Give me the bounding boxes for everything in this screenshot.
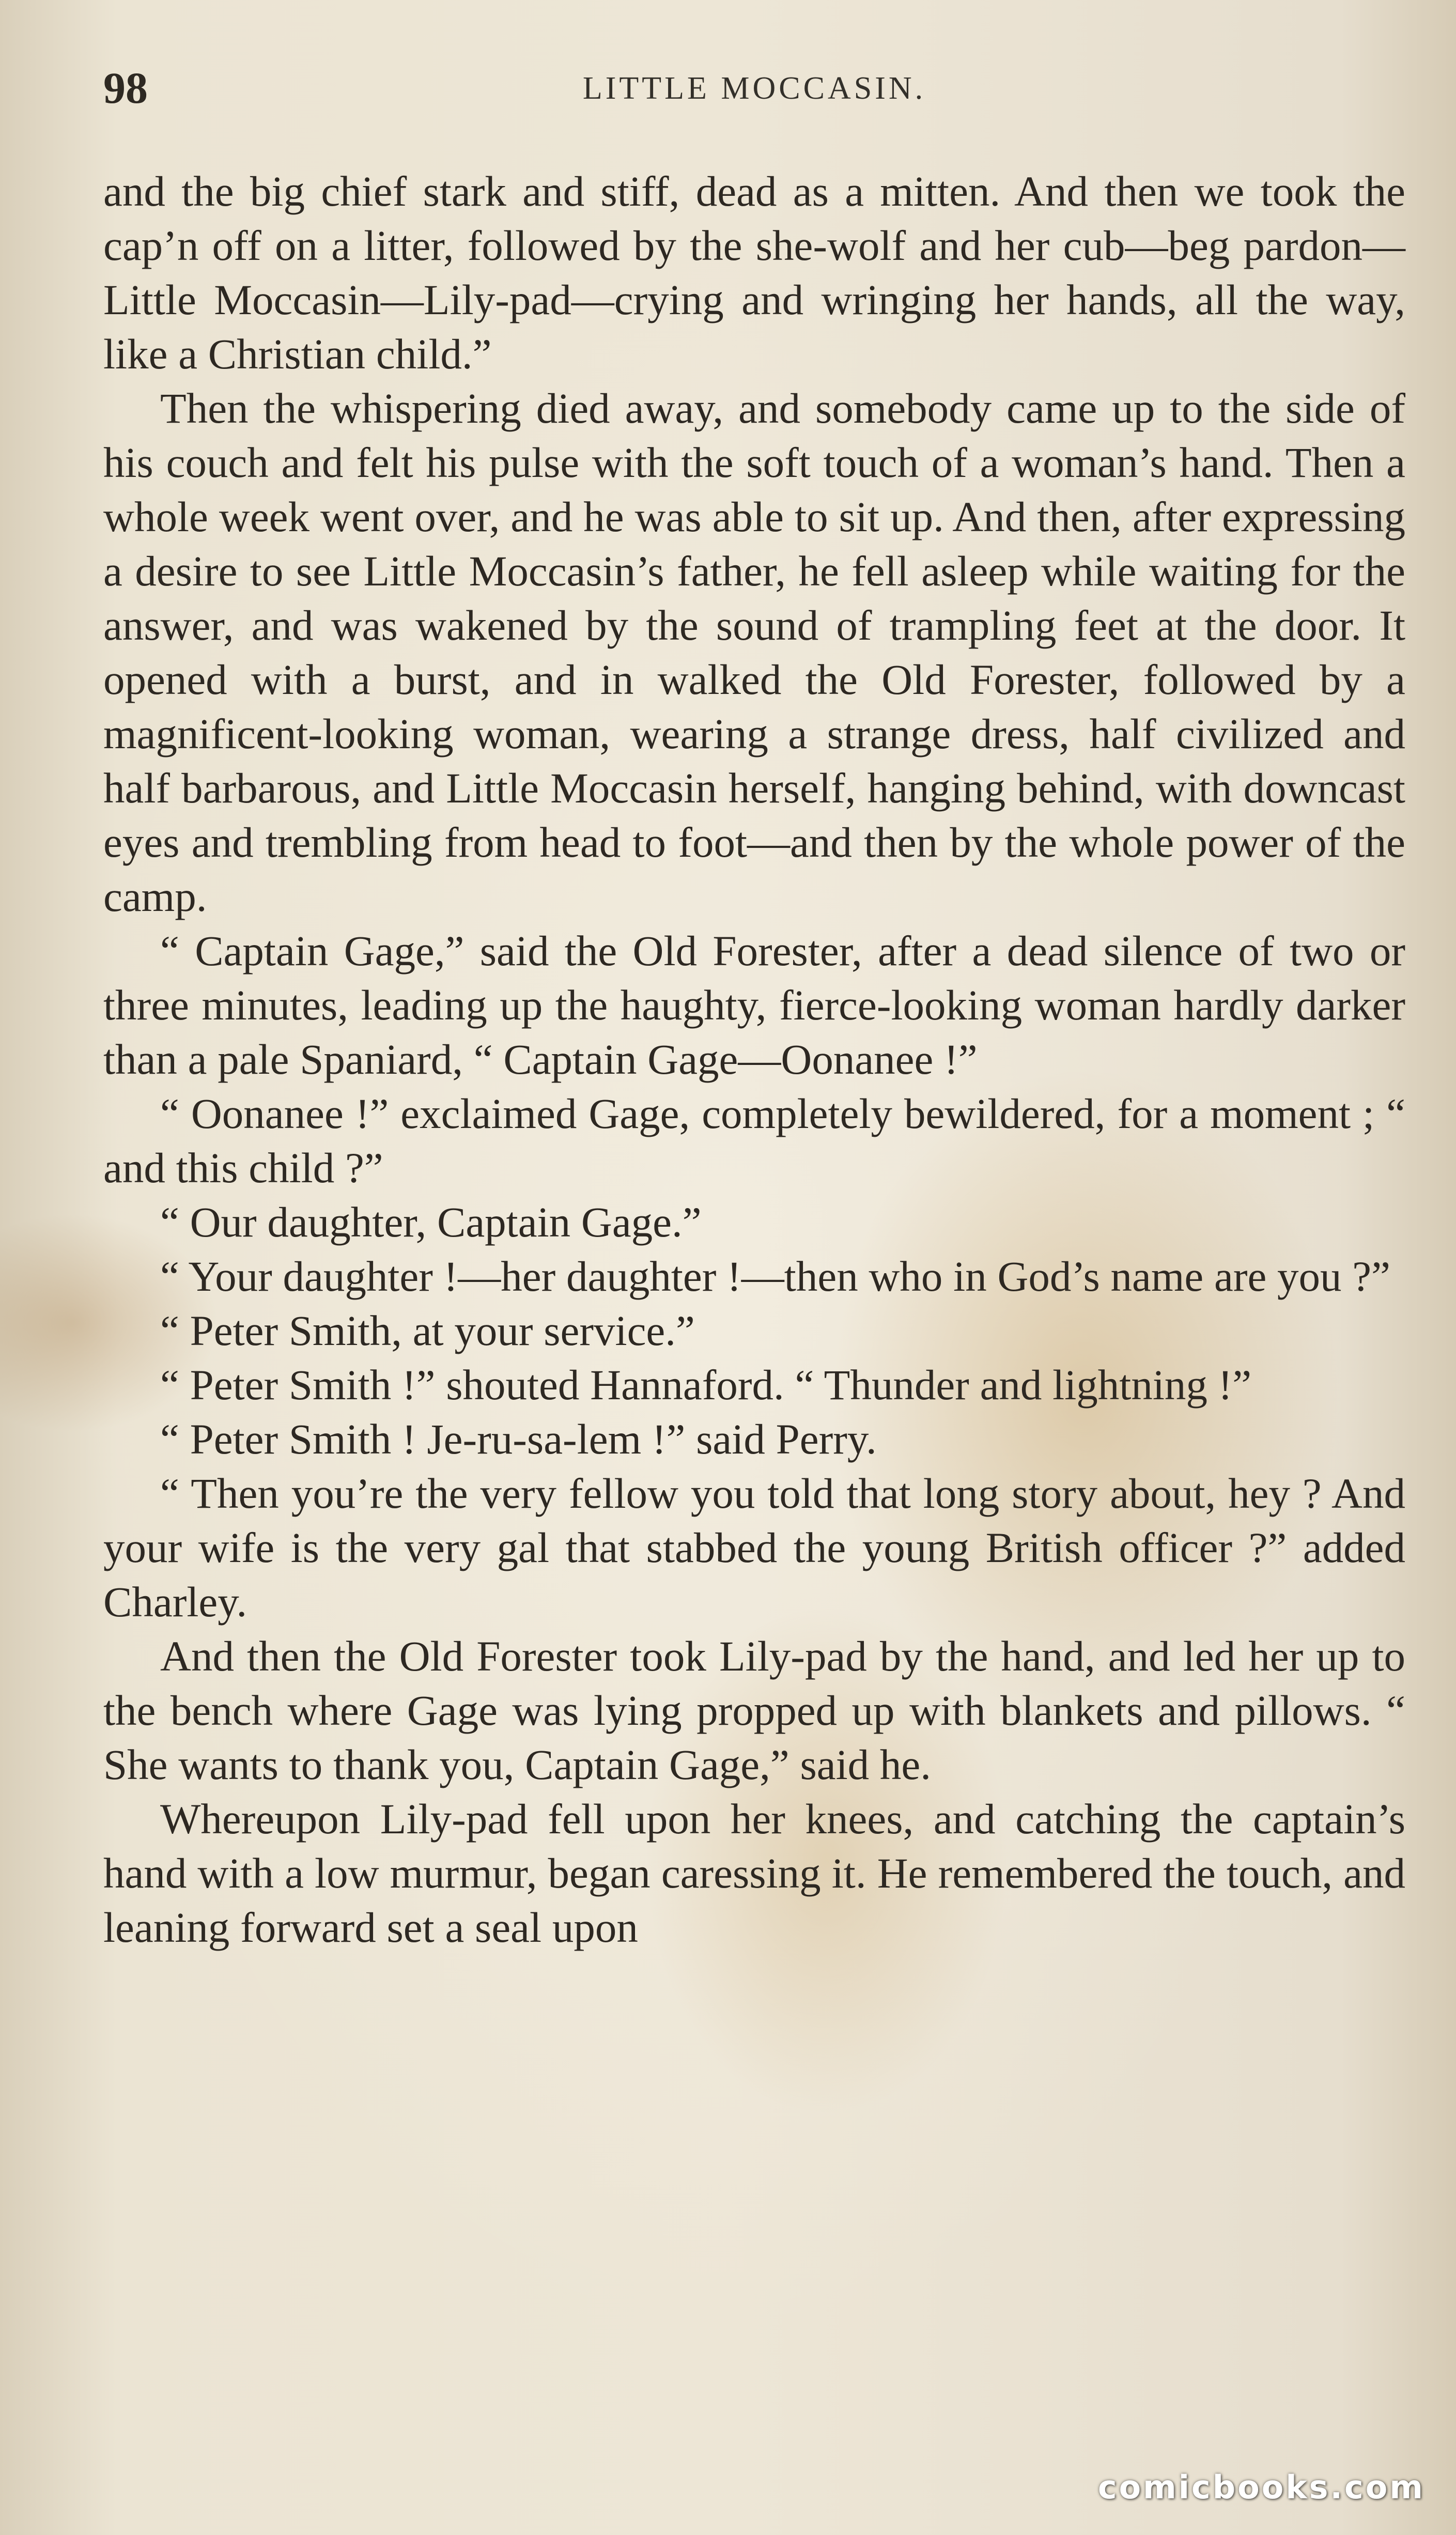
paragraph: and the big chief stark and stiff, dead as a mitten. And then we took the cap’n off on a litter, followed by the she-wolf and her cub—beg pardon—Little Moccasin—Lily-pad—crying and wringing her hands, all the way, like a Christian child.” [103, 167, 1405, 378]
page-header [103, 62, 1405, 124]
paragraph: “ Our daughter, Captain Gage.” [160, 1198, 702, 1246]
paragraph: And then the Old Forester took Lily-pad by the hand, and led her up to the bench where Gage was lying propped up with blankets and pillows. “ She wants to thank you, Captain Gage,” said he. [103, 1632, 1405, 1788]
paragraph: “ Your daughter !—her daughter !—then who in God’s name are you ?” [160, 1253, 1390, 1300]
watermark: comicbooks.com [1097, 2468, 1425, 2506]
paragraph: “ Peter Smith ! Je-ru-sa-lem !” said Perry. [160, 1415, 877, 1463]
body-text [103, 164, 1405, 1955]
paragraph: Whereupon Lily-pad fell upon her knees, and catching the captain’s hand with a low murmur, began caressing it. He remembered the touch, and leaning forward set a seal upon [103, 1795, 1405, 1951]
paragraph: “ Captain Gage,” said the Old Forester, after a dead silence of two or three minutes, leading up the haughty, fierce-looking woman hardly darker than a pale Spaniard, “ Captain Gage—Oonanee !” [103, 927, 1405, 1083]
page-number: 98 [103, 63, 148, 113]
paragraph: “ Peter Smith, at your service.” [160, 1307, 695, 1354]
paragraph: “ Then you’re the very fellow you told that long story about, hey ? And your wife is the very gal that stabbed the young British officer ?” added Charley. [103, 1470, 1405, 1626]
paragraph: “ Peter Smith !” shouted Hannaford. “ Thunder and lightning !” [160, 1361, 1252, 1409]
running-title: LITTLE MOCCASIN. [582, 71, 926, 106]
paragraph: Then the whispering died away, and somebody came up to the side of his couch and felt his pulse with the soft touch of a woman’s hand. Then a whole week went over, and he was able to sit up. And then, after expressing a desire to see Little Moccasin’s father, he fell asleep while waiting for the answer, and was wakened by the sound of trampling feet at the door. It opened with a burst, and in walked the Old Forester, followed by a magnificent-looking woman, wearing a strange dress, half civilized and half barbarous, and Little Moccasin herself, hanging behind, with downcast eyes and trembling from head to foot—and then by the whole power of the camp. [103, 384, 1405, 920]
paragraph: “ Oonanee !” exclaimed Gage, completely bewildered, for a moment ; “ and this child ?” [103, 1090, 1405, 1192]
